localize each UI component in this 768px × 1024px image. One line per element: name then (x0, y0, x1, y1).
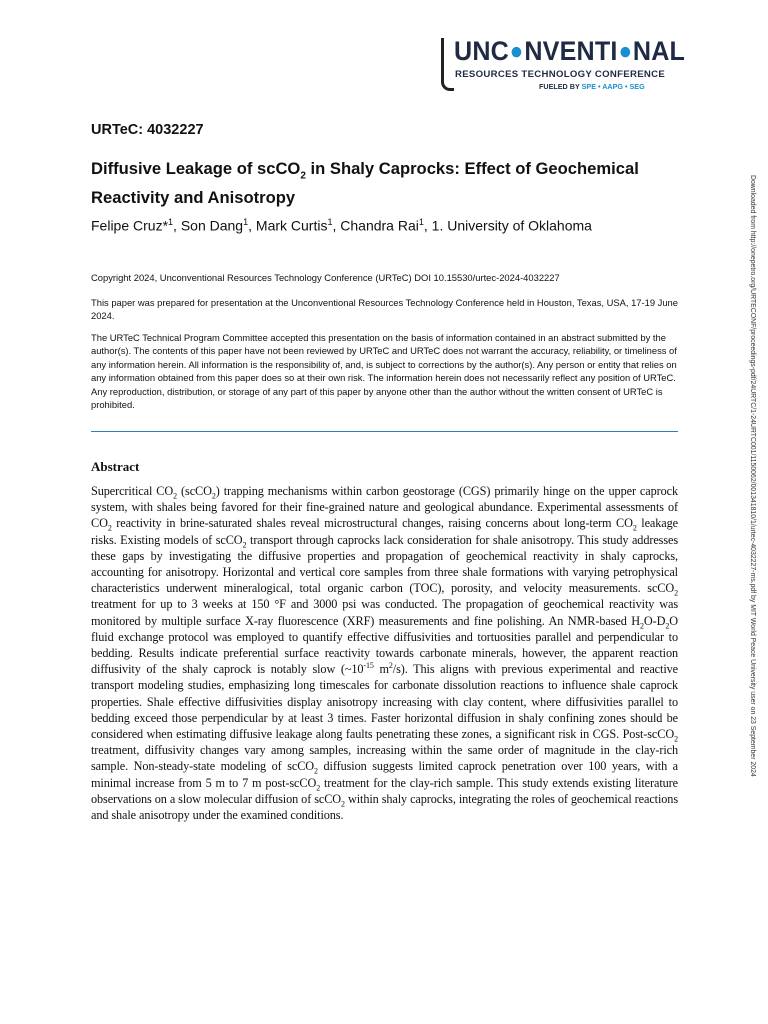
copyright-notice: Copyright 2024, Unconventional Resources Technology Conference (URTeC) DOI 10.15530/urtec-2024-4032227 (91, 272, 560, 283)
section-divider (91, 431, 678, 432)
abstract-body: Supercritical $CO_2$ (scCO$_2$) trapping mechanisms within carbon geostorage (CGS) primarily hinge on the upper caprock system, with shales being favored for their fine-grained nature and geological abundance. Experimental assessments of $CO_2$ reactivity in brine-saturated shales reveal microstructural changes, raising concerns about long-term $CO_2$ leakage risks. Existing models of scCO$_2$ transport through caprocks lack consideration for shale anisotropy. This study addresses these gaps by investigating the diffusive properties and propagation of geochemical reactivity in shaly caprocks, accounting for anisotropy. Horizontal and vertical core samples from three shale formations with varying petrophysical characteristics underwent mineralogical, total organic carbon (TOC), porosity, and velocity measurements. scCO$_2$ treatment for up to 3 weeks at 150 °F and 3000 psi was conducted. The propagation of geochemical reactivity was monitored by multiple surface X-ray fluorescence (XRF) measurements and fine polishing. An NMR-based $H_2O-D_2O$ fluid exchange protocol was employed to quantify effective diffusivities and tortuosities parallel and perpendicular to bedding. Results indicate preferential surface reactivity towards carbonate minerals, however, the apparent reaction diffusivity of the shaly caprock is notably slow ($\sim 10^{-15}$ $m^2/s$). This aligns with previous experimental and reactive transport modeling studies, emphasizing long timescales for carbonate dissolution reactions to influence shale caprock properties. Shale effective diffusivities display anisotropy increasing with clay content, where diffusivities parallel to bedding exceed those perpendicular by at least 3 times. Faster horizontal diffusion in shaly confining zones should be considered when estimating diffusive leakage along faults penetrating these zones, a significant risk in CGS. Post-scCO$_2$ treatment, diffusivity changes vary among samples, increasing within the same order of magnitude in the clay-rich sample. Non-steady-state modeling of scCO$_2$ diffusion suggests limited caprock penetration over 100 years, with a minimal increase from 5 m to 7 m post-scCO$_2$ treatment for the clay-rich sample. This study extends existing literature observations on a slow molecular diffusion of scCO$_2$ within shaly caprocks, integrating the roles of geochemical reactions and shale anisotropy under the examined conditions. (91, 484, 679, 823)
paper-id: URTeC: 4032227 (91, 122, 204, 138)
download-notice: Downloaded from http://onepetro.org/URTECONF/proceedings-pdf/24URTC/1-24URTC001/1150062/001341810/1/urtec-4032227-ms.pdf by MIT World Peace University user on 23 September 2024 (749, 175, 756, 777)
abstract-heading: Abstract (91, 459, 140, 474)
conference-logo (441, 36, 686, 94)
paper-title: Diffusive Leakage of scCO$_2$ in Shaly Caprocks: Effect of Geochemical Reactivity and Anisotropy (91, 159, 639, 208)
logo-fueled-by: FUELED BY SPE • AAPG • SEG (539, 82, 645, 91)
drop-icon: ● (509, 37, 524, 65)
logo-subtitle: RESOURCES TECHNOLOGY CONFERENCE (455, 69, 666, 80)
disclaimer-notice: The URTeC Technical Program Committee accepted this presentation on the basis of information contained in an abstract submitted by the author(s). The contents of this paper have not been reviewed by URTeC and URTeC does not warrant the accuracy, reliability, or timeliness of any information herein. All information is the responsibility of, and, is subject to corrections by the author(s). Any person or entity that relies on any information obtained from this paper does so at their own risk. The information herein does not necessarily reflect any position of URTeC. Any reproduction, distribution, or storage of any part of this paper by anyone other than the author without the written consent of URTeC is prohibited. (91, 332, 677, 411)
author-list: Felipe Cruz*$^1$, Son Dang$^1$, Mark Curtis$^1$, Chandra Rai$^1$, 1. University of Oklahoma (91, 217, 592, 234)
presentation-notice: This paper was prepared for presentation at the Unconventional Resources Technology Conference held in Houston, Texas, USA, 17-19 June 2024. (91, 297, 678, 322)
drop-icon-2: ● (618, 37, 633, 65)
download-sidebar (745, 175, 759, 855)
logo-wordmark: UNC●NVENTI●NAL (454, 36, 686, 66)
logo-bracket (441, 38, 454, 91)
